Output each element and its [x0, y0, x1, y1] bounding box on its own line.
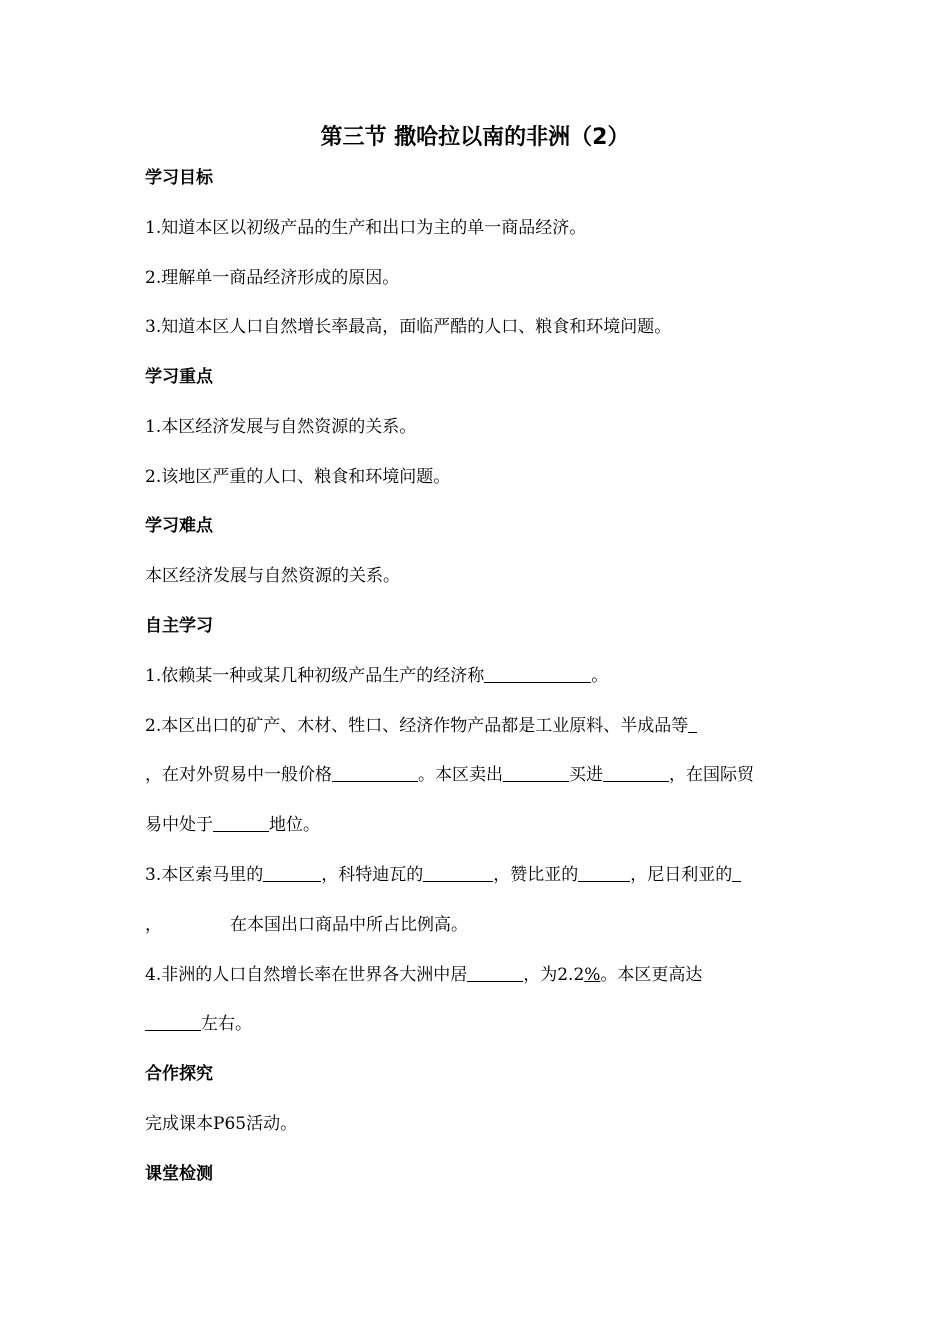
objective-item-3: 3.知道本区人口自然增长率最高，面临严酷的人口、粮食和环境问题。 [145, 317, 672, 337]
q4-line2-text: 左右。 [201, 1014, 252, 1034]
self-study-q2-line1 [145, 711, 810, 741]
self-study-q3-line1 [145, 860, 810, 890]
q3-blank-1 [263, 863, 321, 882]
q2-blank-4 [603, 763, 669, 782]
q1-end: 。 [591, 666, 609, 686]
q4-blank-1 [467, 963, 523, 982]
self-study-q4-line2 [145, 1009, 810, 1039]
q2-line2-d: ，在国际贸 [669, 765, 754, 785]
self-study-q4-line1 [145, 960, 810, 990]
q4-line1-b: ，为2.2 [523, 965, 585, 985]
section-heading-self-study: 自主学习 [145, 616, 213, 636]
q1-text: 1.依赖某一种或某几种初级产品生产的经济称 [145, 666, 485, 686]
key-point-item-1: 1.本区经济发展与自然资源的关系。 [145, 417, 417, 437]
q3-line2-b: 在本国出口商品中所占比例高。 [230, 915, 468, 935]
q4-percent-sign: % [584, 965, 601, 985]
q4-line1-c: 。本区更高达 [600, 965, 703, 985]
self-study-q3-line2 [145, 910, 810, 940]
section-heading-difficulties: 学习难点 [145, 516, 213, 536]
q2-blank-1 [688, 714, 697, 733]
q3-line1-c: ，赞比亚的 [493, 865, 579, 885]
q2-line2-a: ，在对外贸易中一般价格 [145, 765, 332, 785]
difficulty-item-1: 本区经济发展与自然资源的关系。 [145, 566, 400, 586]
q3-line2-a: ， [145, 915, 162, 935]
self-study-q1 [145, 661, 810, 691]
q3-line1-a: 3.本区索马里的 [145, 865, 264, 885]
q4-line1-a: 4.非洲的人口自然增长率在世界各大洲中居 [145, 965, 468, 985]
q2-blank-5 [213, 813, 269, 832]
q2-line2-c: 买进 [569, 765, 603, 785]
objective-item-1: 1.知道本区以初级产品的生产和出口为主的单一商品经济。 [145, 218, 587, 238]
section-heading-classroom-test: 课堂检测 [145, 1164, 213, 1184]
q3-blank-2 [423, 863, 493, 882]
section-heading-cooperation: 合作探究 [145, 1064, 213, 1084]
q3-blank-3 [578, 863, 630, 882]
q3-blank-4 [732, 863, 741, 882]
q3-line1-d: ，尼日利亚的 [630, 865, 733, 885]
q2-line3-a: 易中处于 [145, 815, 213, 835]
q1-blank [484, 664, 591, 683]
q3-line1-b: ，科特迪瓦的 [321, 865, 424, 885]
q2-line3-b: 地位。 [269, 815, 320, 835]
self-study-q2-line3 [145, 810, 810, 840]
key-point-item-2: 2.该地区严重的人口、粮食和环境问题。 [145, 467, 451, 487]
section-heading-key-points: 学习重点 [145, 367, 213, 387]
q2-blank-3 [503, 763, 569, 782]
cooperation-item-1: 完成课本P65活动。 [145, 1114, 298, 1134]
objective-item-2: 2.理解单一商品经济形成的原因。 [145, 268, 400, 288]
q4-blank-2 [145, 1012, 201, 1031]
page-title: 第三节 撒哈拉以南的非洲（2） [320, 125, 630, 150]
self-study-q2-line2 [145, 760, 810, 790]
q2-line2-b: 。本区卖出 [418, 765, 503, 785]
q2-line1-text: 2.本区出口的矿产、木材、牲口、经济作物产品都是工业原料、半成品等 [145, 716, 689, 736]
q2-blank-2 [332, 763, 418, 782]
section-heading-objectives: 学习目标 [145, 168, 213, 188]
